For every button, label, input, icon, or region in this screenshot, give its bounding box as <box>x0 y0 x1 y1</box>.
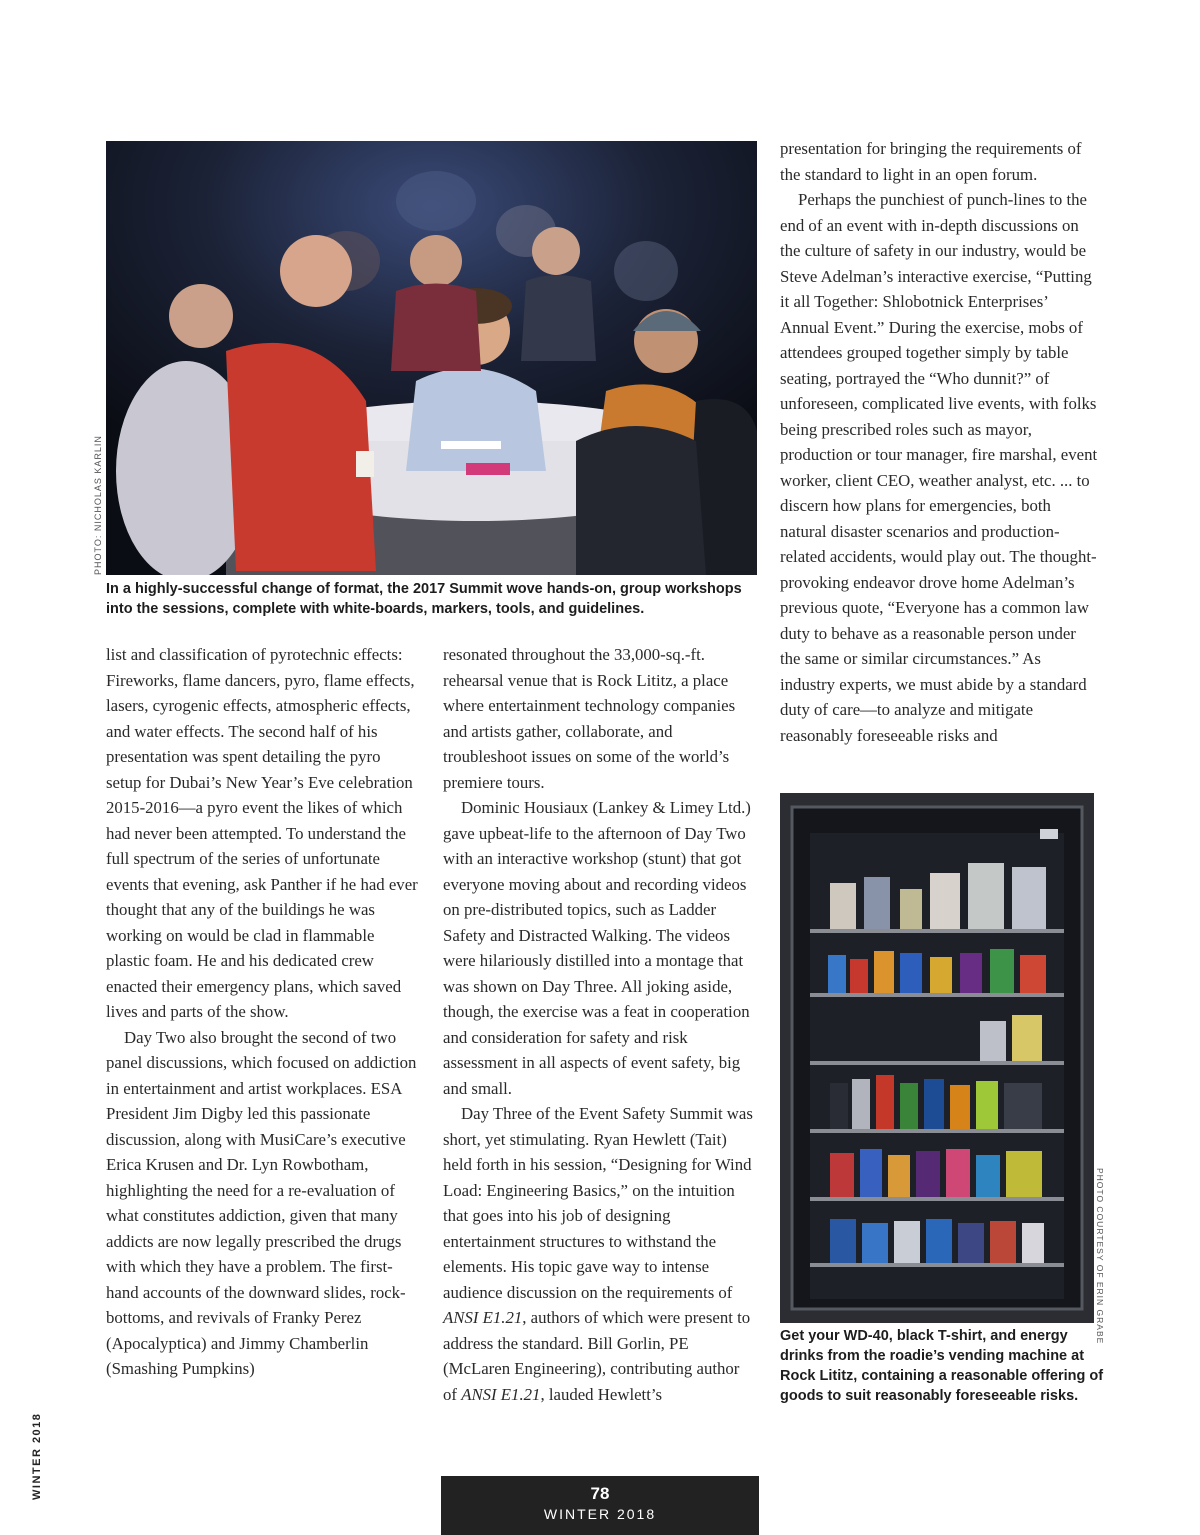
photo2-credit: PHOTO COURTESY OF ERIN GRABE <box>1095 1168 1105 1345</box>
standard-name: ANSI E1.21 <box>443 1308 523 1327</box>
paragraph: resonated throughout the 33,000-sq.-ft. rehearsal venue that is Rock Lititz, a place where entertainment technology companies and artists gather, collaborate, and troubleshoot issues on some of the world’s premiere tours. <box>443 645 736 792</box>
photo1-credit: PHOTO: NICHOLAS KARLIN <box>93 435 103 575</box>
paragraph: Perhaps the punchiest of punch-lines to the end of an event with in-depth discussions on the culture of safety in our industry, would be Steve Adelman’s interactive exercise, “Putting it all Together: Shlobotnick Enterprises’ Annual Event.” During the exercise, mobs of attendees grouped together simply by table seating, portrayed the “Who dunnit?” of unforeseen, complicated live events, with folks being prescribed roles such as mayor, production or tour manager, fire marshal, event worker, client CEO, weather analyst, etc. ... to discern how plans for emergencies, both natural disaster scenarios and production-related accidents, would play out. The thought-provoking endeavor drove home Adelman’s previous quote, “Everyone has a common law duty to behave as a reasonable person under the same or similar circumstances.” As industry experts, we must abide by a standard duty of care—to analyze and mitigate reasonably foreseeable risks and <box>780 190 1098 745</box>
article-column-1 <box>106 642 418 1382</box>
paragraph: list and classification of pyrotechnic effects: Fireworks, flame dancers, pyro, flame effects, lasers, cyrogenic effects, atmospheric effects, and water effects. The second half of his presentation was spent detailing the pyro setup for Dubai’s New Year’s Eve celebration 2015-2016—a pyro event the likes of which had never been attempted. To understand the full spectrum of the series of unfortunate events that evening, ask Panther if he had ever thought that any of the buildings he was working on would be clad in flammable plastic foam. He and his dedicated crew enacted their emergency plans, which saved lives and parts of the show. <box>106 645 418 1021</box>
paragraph: Day Two also brought the second of two panel discussions, which focused on addiction in entertainment and artist workplaces. ESA President Jim Digby led this passionate discussion, along with MusiCare’s executive Erica Krusen and Dr. Lyn Rowbotham, highlighting the need for a re-evaluation of what constitutes addiction, given that many addicts are now legally prescribed the drugs with which they have a problem. The first-hand accounts of the downward slides, rock-bottoms, and revivals of Franky Perez (Apocalyptica) and Jimmy Chamberlin (Smashing Pumpkins) <box>106 1027 417 1378</box>
article-column-3 <box>780 136 1098 748</box>
issue-label: WINTER 2018 <box>543 1506 657 1522</box>
paragraph: Day Three of the Event Safety Summit was short, yet stimulating. Ryan Hewlett (Tait) held forth in his session, “Designing for Wind Load: Engineering Basics,” on the intuition that goes into his job of designing entertainment structures to withstand the elements. His topic gave way to intense audience discussion on the requirements of ANSI E1.21, authors of which were present to address the standard. Bill Gorlin, PE (McLaren Engineering), contributing author of ANSI E1.21, lauded Hewlett’s <box>443 1104 753 1404</box>
paragraph: presentation for bringing the requirements of the standard to light in an open forum. <box>780 139 1082 184</box>
side-issue-label: WINTER 2018 <box>31 1412 43 1500</box>
photo2-caption: Get your WD-40, black T-shirt, and energy drinks from the roadie’s vending machine at Rock Lititz, containing a reasonable offering of goods to suit reasonably foreseeable risks. <box>780 1328 1104 1404</box>
paragraph: Dominic Housiaux (Lankey & Limey Ltd.) gave upbeat-life to the afternoon of Day Two with an interactive workshop (stunt) that got everyone moving about and recording videos on pre-distributed topics, such as Ladder Safety and Distracted Walking. The videos were hilariously distilled into a montage that was shown on Day Three. All joking aside, though, the exercise was a feat in cooperation and consideration for safety and risk assessment in all aspects of event safety, big and small. <box>443 798 751 1098</box>
page-footer <box>441 1476 759 1535</box>
vending-machine-photo <box>780 793 1094 1323</box>
page-number: 78 <box>590 1484 610 1503</box>
article-column-2 <box>443 642 755 1407</box>
standard-name: ANSI E1.21 <box>461 1384 541 1404</box>
photo1-caption: In a highly-successful change of format, the 2017 Summit wove hands-on, group workshops into the sessions, complete with white-boards, markers, tools, and guidelines. <box>106 581 742 617</box>
workshop-photo <box>106 141 757 575</box>
